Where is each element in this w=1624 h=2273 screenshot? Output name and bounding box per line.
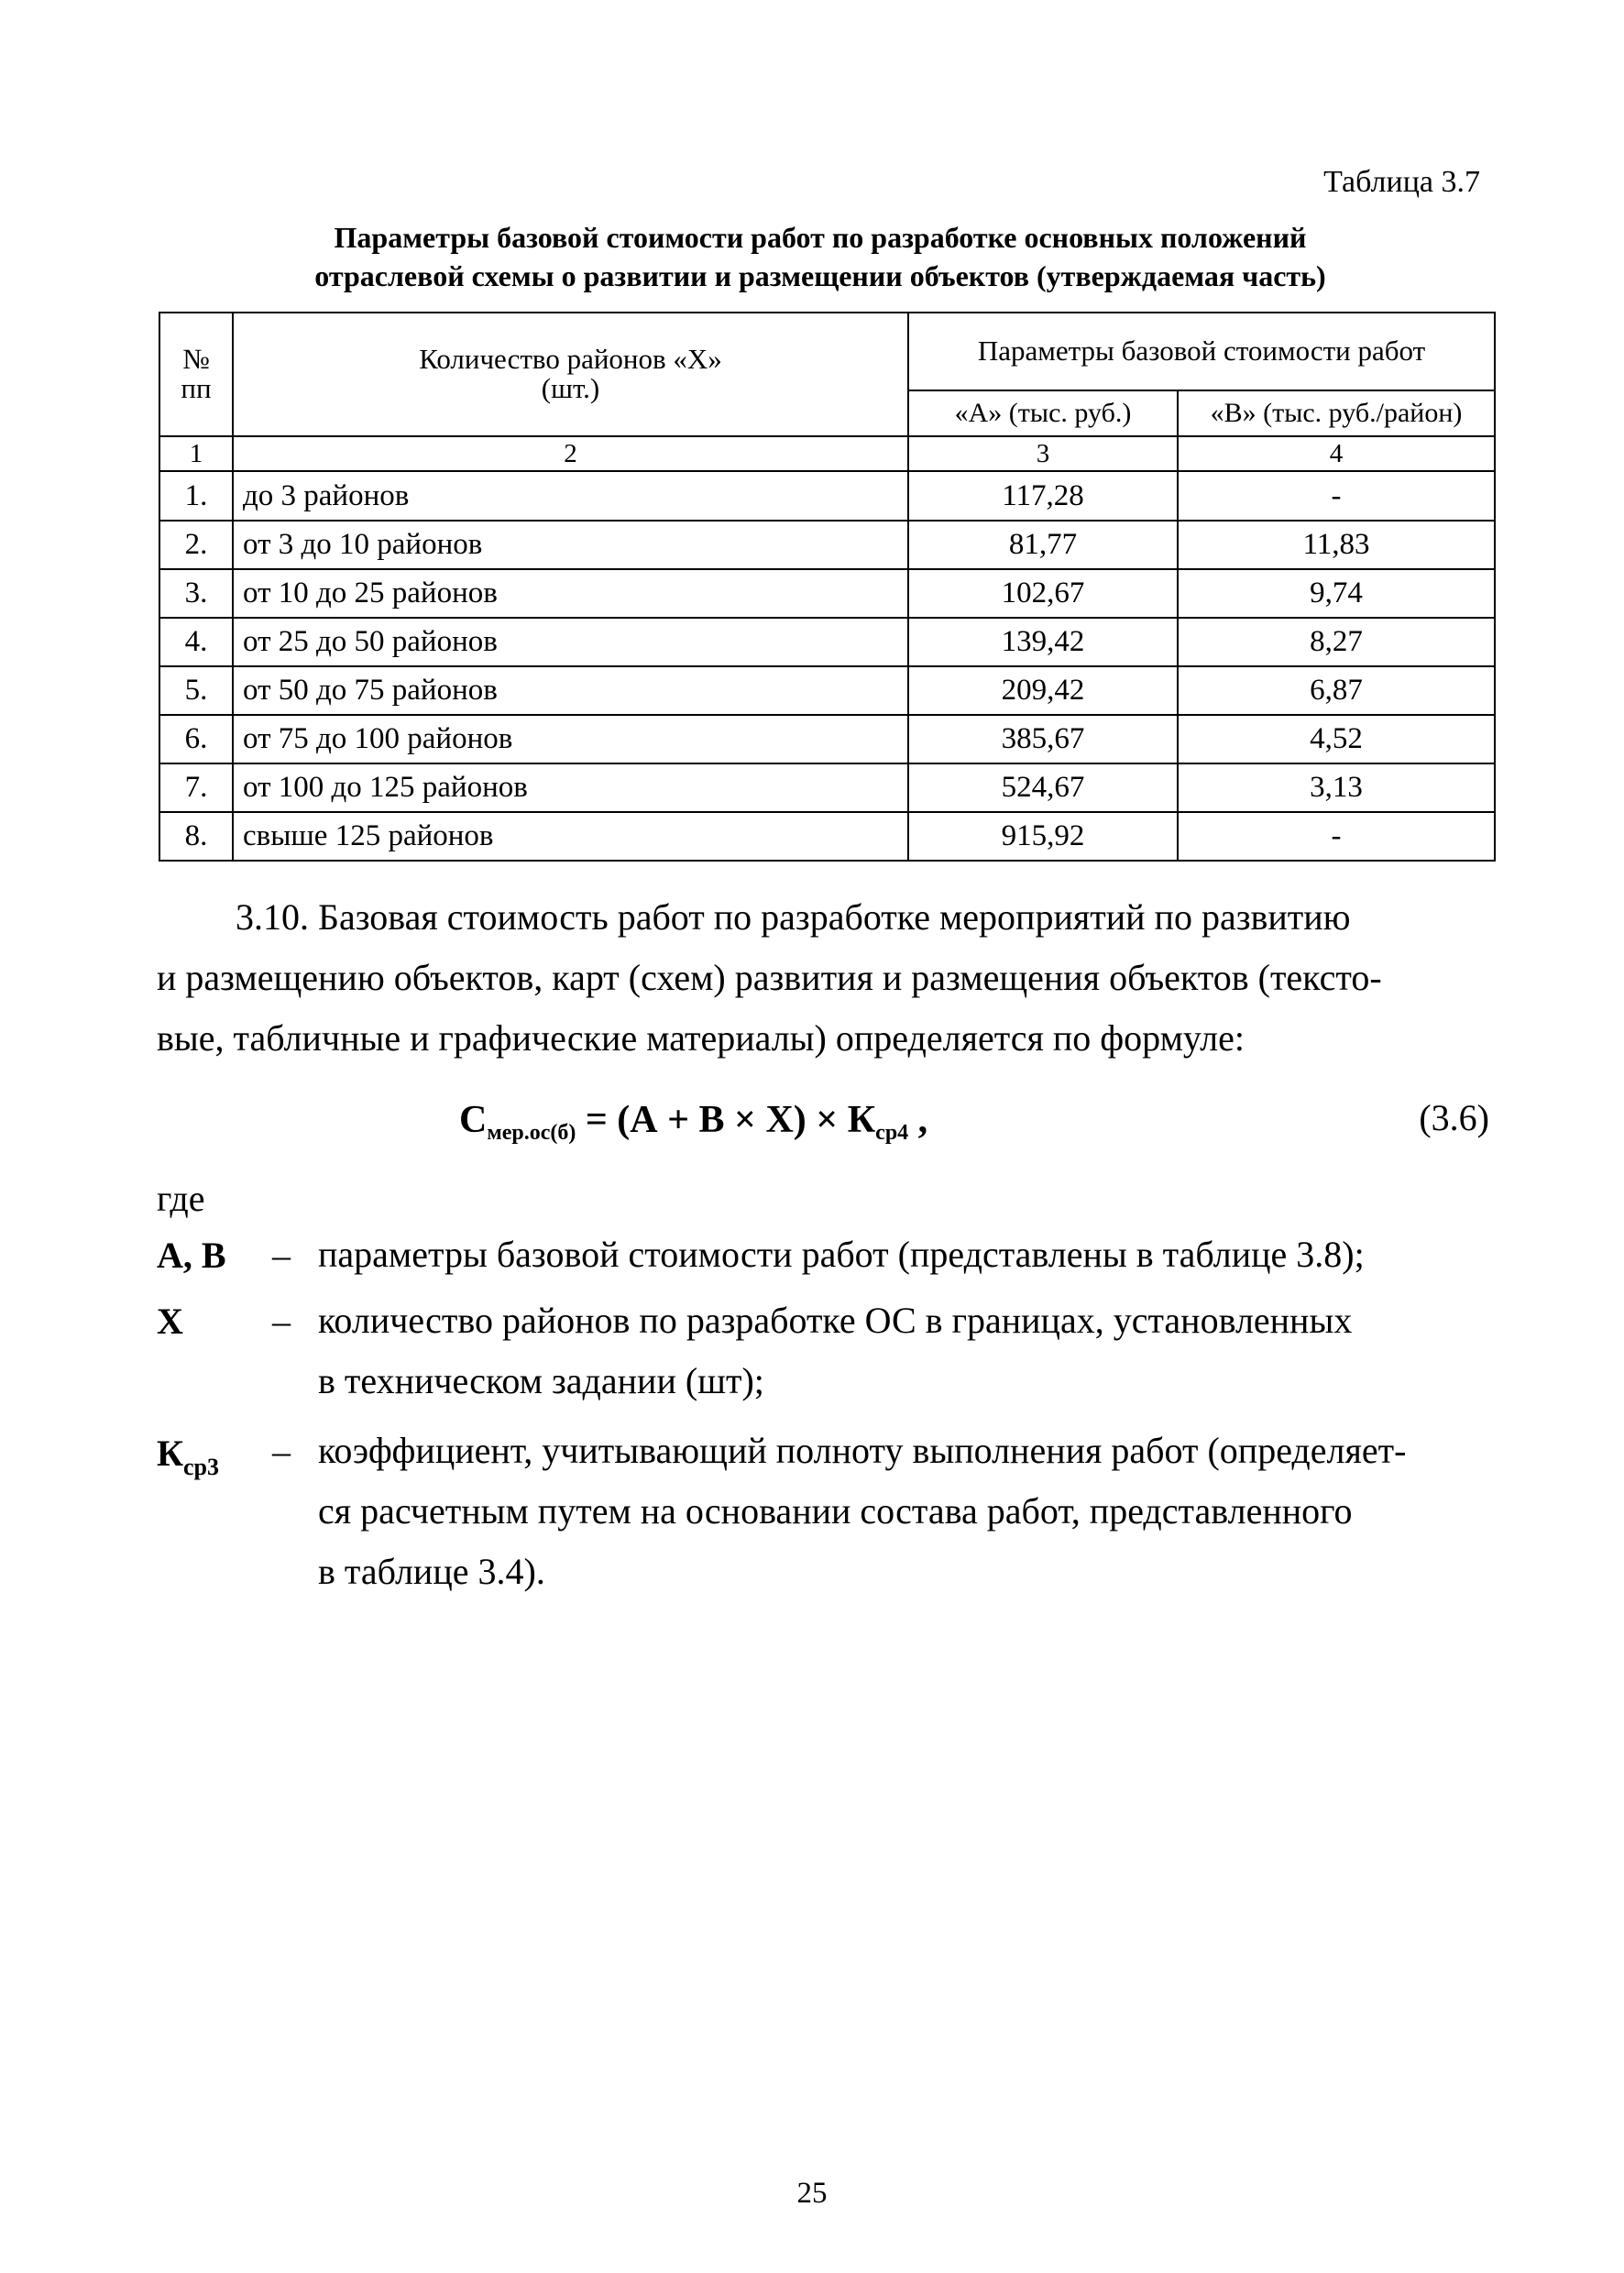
definition-line: ся расчетным путем на основании состава работ, представленного	[318, 1490, 1353, 1532]
formula-c: С	[459, 1099, 488, 1141]
definition-text	[318, 1421, 1496, 1602]
formula-body: = (А + В × X) × К	[576, 1099, 876, 1141]
header-param-b: «В» (тыс. руб./район)	[1178, 390, 1495, 436]
table-row	[159, 521, 1495, 569]
table-number: Таблица 3.7	[1323, 165, 1480, 199]
definition-dash: –	[272, 1235, 291, 1276]
row-range: от 25 до 50 районов	[233, 618, 908, 666]
table-title-line: отраслевой схемы о развитии и размещении объектов (утверждаемая часть)	[314, 259, 1326, 292]
paragraph-line: вые, табличные и графические материалы) определяется по формуле:	[157, 1017, 1245, 1059]
table-title	[211, 218, 1430, 295]
definition-dash: –	[272, 1431, 291, 1472]
row-value-a: 209,42	[908, 666, 1178, 715]
row-range: свыше 125 районов	[233, 812, 908, 861]
formula	[459, 1098, 927, 1146]
row-number: 3.	[159, 569, 233, 618]
paragraph-line: и размещению объектов, карт (схем) развития и размещения объектов (тексто-	[157, 957, 1382, 998]
header-param-a: «А» (тыс. руб.)	[908, 390, 1178, 436]
row-value-a: 915,92	[908, 812, 1178, 861]
header-count-line: Количество районов «X»	[419, 342, 722, 375]
table-row	[159, 666, 1495, 715]
row-number: 5.	[159, 666, 233, 715]
definition-line: в таблице 3.4).	[318, 1551, 545, 1592]
row-range: от 75 до 100 районов	[233, 715, 908, 763]
formula-c-subscript: мер.ос(б)	[487, 1121, 576, 1145]
definition-text	[318, 1224, 1496, 1285]
table-title-line: Параметры базовой стоимости работ по разработке основных положений	[334, 221, 1307, 254]
row-value-a: 524,67	[908, 763, 1178, 812]
table-row	[159, 471, 1495, 520]
column-number-row	[159, 436, 1495, 472]
row-value-b: -	[1178, 812, 1495, 861]
definition-symbol	[157, 1432, 219, 1481]
row-value-a: 117,28	[908, 471, 1178, 520]
row-number: 4.	[159, 618, 233, 666]
definition-line: параметры базовой стоимости работ (представлены в таблице 3.8);	[318, 1234, 1365, 1275]
formula-number: (3.6)	[1419, 1097, 1489, 1138]
definition-symbol: X	[157, 1301, 183, 1342]
page-number: 25	[796, 2177, 828, 2210]
row-number: 7.	[159, 763, 233, 812]
paragraph-3-10	[157, 887, 1496, 1069]
definition-text	[318, 1290, 1496, 1411]
header-number	[159, 313, 233, 436]
row-value-a: 81,77	[908, 521, 1178, 569]
definition-symbol: А, В	[157, 1235, 226, 1276]
column-number: 2	[233, 436, 908, 472]
row-range: от 100 до 125 районов	[233, 763, 908, 812]
table-header-row	[159, 313, 1495, 390]
row-range: от 10 до 25 районов	[233, 569, 908, 618]
row-number: 6.	[159, 715, 233, 763]
header-number-line: пп	[181, 372, 212, 405]
row-value-a: 102,67	[908, 569, 1178, 618]
row-number: 2.	[159, 521, 233, 569]
header-cost-parameters: Параметры базовой стоимости работ	[908, 313, 1495, 390]
row-value-a: 139,42	[908, 618, 1178, 666]
row-value-b: 9,74	[1178, 569, 1495, 618]
definition-symbol-subscript: ср3	[183, 1454, 220, 1480]
header-district-count	[233, 313, 908, 436]
definition-symbol-k: К	[157, 1433, 184, 1474]
table-row	[159, 763, 1495, 812]
row-range: от 50 до 75 районов	[233, 666, 908, 715]
formula-k-subscript: ср4	[875, 1121, 909, 1145]
row-range: до 3 районов	[233, 471, 908, 520]
paragraph-line: 3.10. Базовая стоимость работ по разработке мероприятий по развитию	[236, 896, 1351, 938]
row-number: 8.	[159, 812, 233, 861]
header-count-line: (шт.)	[541, 372, 600, 405]
row-value-b: 8,27	[1178, 618, 1495, 666]
formula-tail: ,	[908, 1099, 928, 1141]
row-number: 1.	[159, 471, 233, 520]
row-range: от 3 до 10 районов	[233, 521, 908, 569]
row-value-b: 11,83	[1178, 521, 1495, 569]
table-row	[159, 715, 1495, 763]
definition-line: в техническом задании (шт);	[318, 1360, 764, 1401]
table-row	[159, 812, 1495, 861]
row-value-b: -	[1178, 471, 1495, 520]
definition-line: количество районов по разработке ОС в границах, установленных	[318, 1300, 1353, 1341]
definition-dash: –	[272, 1301, 291, 1342]
where-label: где	[157, 1178, 205, 1219]
column-number: 1	[159, 436, 233, 472]
row-value-b: 6,87	[1178, 666, 1495, 715]
table-row	[159, 618, 1495, 666]
header-number-line: №	[182, 342, 210, 375]
table-row	[159, 569, 1495, 618]
column-number: 3	[908, 436, 1178, 472]
definition-line: коэффициент, учитывающий полноту выполнения работ (определяет-	[318, 1430, 1407, 1471]
row-value-b: 3,13	[1178, 763, 1495, 812]
row-value-b: 4,52	[1178, 715, 1495, 763]
column-number: 4	[1178, 436, 1495, 472]
parameters-table	[159, 312, 1496, 862]
row-value-a: 385,67	[908, 715, 1178, 763]
